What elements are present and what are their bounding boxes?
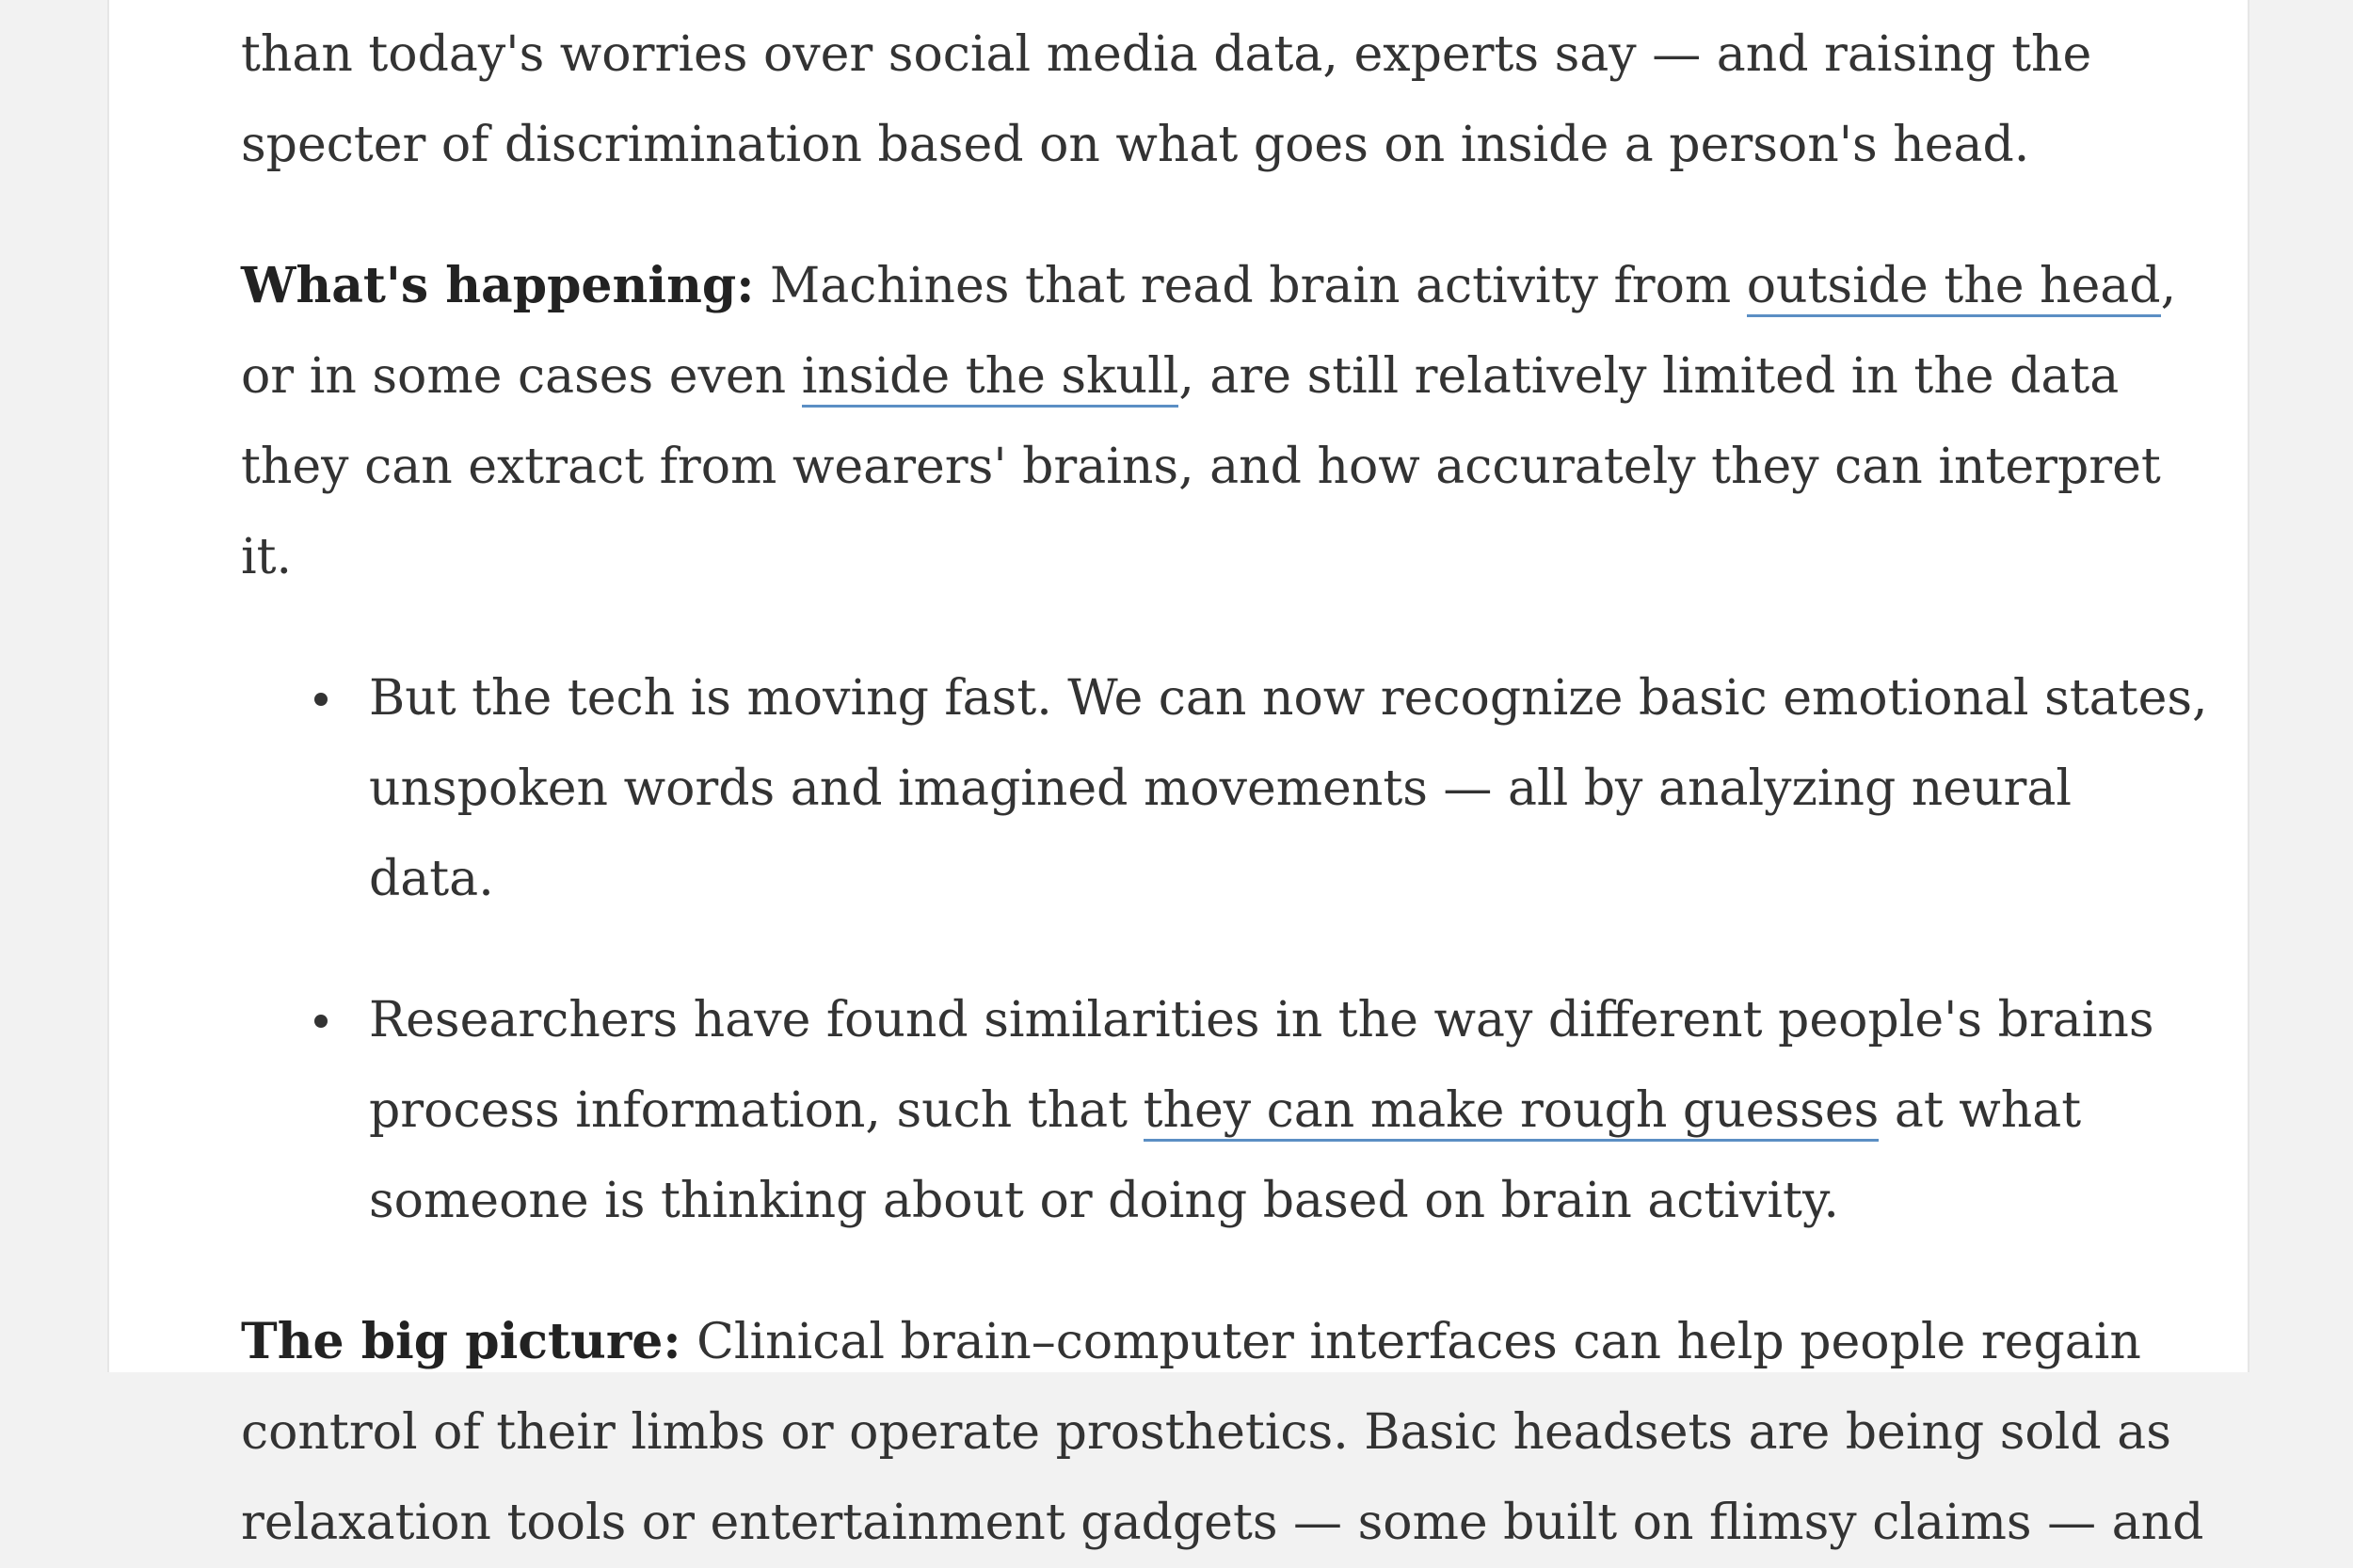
whats-happening-label: What's happening:: [241, 257, 755, 314]
intro-text: than today's worries over social media data, experts say — and raising the specter of discrimination based on what goes on inside a person's head.: [241, 26, 2092, 173]
list-item: [369, 975, 2208, 1246]
big-picture-paragraph: [241, 1297, 2208, 1568]
list-item: [369, 653, 2208, 924]
big-picture-text: Clinical brain–computer interfaces can help people regain control of their limbs or operate prosthetics. Basic headsets are being sold as relaxation tools or entertainment gadgets — some built on flimsy claims — and: [241, 1314, 2204, 1551]
whats-happening-text-2: , or in some cases even: [241, 258, 2177, 405]
bullet-icon: [314, 693, 328, 706]
bullet-1-text: But the tech is moving fast. We can now recognize basic emotional states, unspoken words and imagined movements — all by analyzing neural data.: [369, 670, 2208, 907]
whats-happening-text-3: , are still relatively limited in the data they can extract from wearers' brains, and how accurately they can interpret it.: [241, 348, 2161, 585]
whats-happening-paragraph: [241, 241, 2208, 602]
outside-the-head-link[interactable]: outside the head: [1747, 258, 2161, 317]
article-body: [241, 0, 2208, 1568]
bullet-icon: [314, 1015, 328, 1028]
bullet-2-text-1: Researchers have found similarities in the way different people's brains process information, such that: [369, 992, 2154, 1139]
whats-happening-text-1: Machines that read brain activity from: [754, 258, 1747, 314]
rough-guesses-link[interactable]: they can make rough guesses: [1144, 1082, 1880, 1142]
bullet-list: [241, 653, 2208, 1246]
inside-the-skull-link[interactable]: inside the skull: [802, 348, 1179, 408]
intro-paragraph: [241, 9, 2208, 190]
bullet-2-text-2: at what someone is thinking about or doing based on brain activity.: [369, 1082, 2082, 1229]
article-page: [107, 0, 2249, 1551]
big-picture-label: The big picture:: [241, 1313, 681, 1370]
